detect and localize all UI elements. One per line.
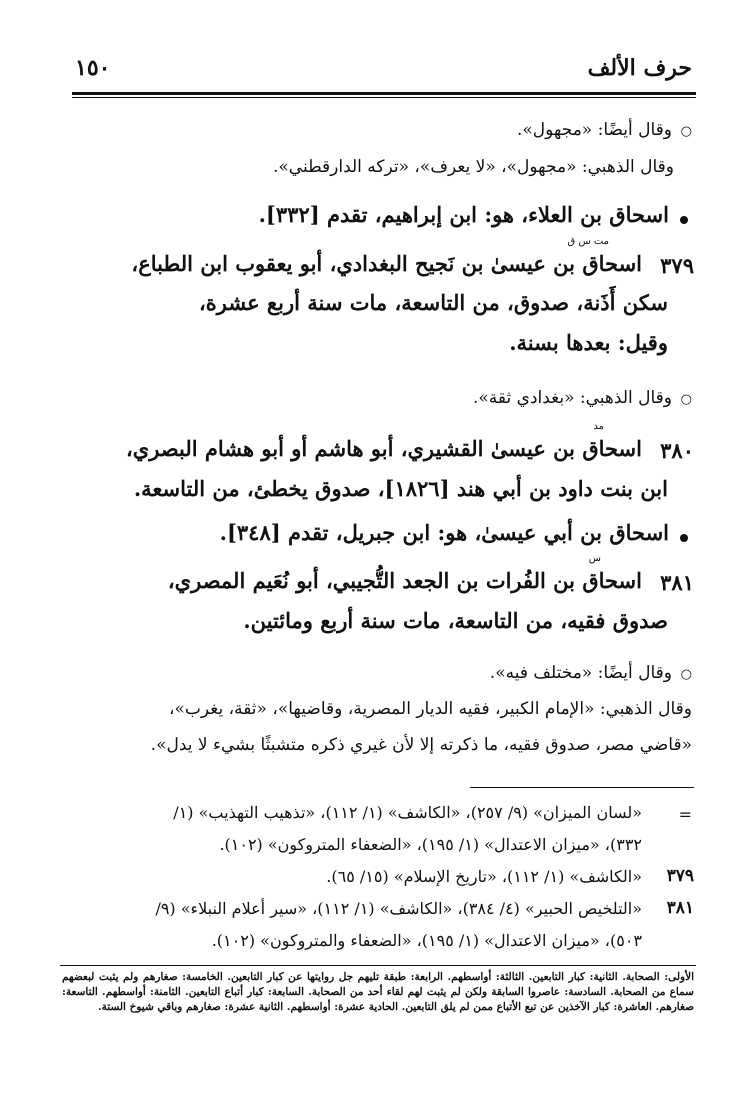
entry-number: ٣٨١ [660,570,694,595]
crossref-entry: اسحاق بن أبي عيسىٰ، هو: ابن جبريل، تقدم [٣٤٨]. [219,520,669,545]
entry-number: ٣٧٩ [660,253,694,278]
comment-line: وقال أيضًا: «مجهول». [516,120,672,140]
narrator-symbols: مت س ق [567,236,609,247]
comment-line: وقال الذهبي: «مجهول»، «لا يعرف»، «تركه الدارقطني». [272,157,674,177]
page-header [75,55,692,87]
footnote-rule [470,787,694,788]
chapter-title: حرف الألف [587,55,692,81]
comment-line: وقال أيضًا: «مختلف فيه». [489,663,672,683]
entry-number: ٣٨٠ [660,438,694,463]
footnote-line: «الكاشف» (١/ ١١٢)، «تاريخ الإسلام» (١٥/ ٦٥). [326,867,642,886]
entry-line: سكن أَذَنة، صدوق، من التاسعة، مات سنة أربع عشرة، [198,290,668,315]
narrator-symbols: س [588,553,601,564]
footnote-line: «لسان الميزان» (٩/ ٢٥٧)، «الكاشف» (١/ ١١٢)، «تذهيب التهذيب» (١/ [173,803,642,822]
circle-bullet-icon: ○ [680,667,692,682]
continuation-mark: = [678,805,692,824]
tabaqat-glossary: الأولى: الصحابة. الثانية: كبار التابعين. الثالثة: أواسطهم. الرابعة: طبقة تليهم جل روايتها عن كبار التابعين. الخامسة: صغارهم ولم يثبت لبعضهم سماع من الصحابة. السادسة: عاصروا السابقة ولكن لم يثبت لهم لقاء أحد من الصحابة. السابعة: كبار أتباع التابعين. الثامنة: أواسطهم. التاسعة: صغارهم. العاشرة: كبار الآخذين عن تبع الأتباع ممن لم يلق التابعين. الحادية عشرة: أواسطهم. الثانية عشرة: صغارهم وباقي شيوخ الستة. [62,971,694,1013]
crossref-entry: اسحاق بن العلاء، هو: ابن إبراهيم، تقدم [٣٣٢]. [258,202,669,227]
circle-bullet-icon: ○ [680,124,692,139]
circle-bullet-icon: ○ [680,392,692,407]
comment-line: «قاضي مصر، صدوق فقيه، ما ذكرته إلا لأن غيري ذكره متشبثًا بشيء لا يدل». [150,735,692,755]
entry-line: ابن بنت داود بن أبي هند [١٨٢٦]، صدوق يخطئ، من التاسعة. [133,476,668,501]
narrator-symbols: مد [593,421,604,432]
header-rule-thin [72,97,696,98]
entry-line: اسحاق بن عيسىٰ القشيري، أبو هاشم أو أبو هشام البصري، [125,436,642,461]
footnote-number: ٣٧٩ [666,866,694,886]
entry-line: اسحاق بن الفُرات بن الجعد التُّجيبي، أبو نُعَيم المصري، [167,568,642,593]
glossary-rule [60,965,696,966]
page-number: ١٥٠ [75,55,111,81]
entry-line: وقيل: بعدها بسنة. [509,330,668,355]
entry-line: صدوق فقيه، من التاسعة، مات سنة أربع ومائتين. [243,608,668,633]
footnote-line: «التلخيص الحبير» (٤/ ٣٨٤)، «الكاشف» (١/ ١١٢)، «سير أعلام النبلاء» (٩/ [155,899,642,918]
comment-line: وقال الذهبي: «بغدادي ثقة». [472,388,672,408]
footnote-line: ٥٠٣)، «ميزان الاعتدال» (١/ ١٩٥)، «الضعفاء والمتروكون» (١٠٢). [211,931,642,950]
filled-bullet-icon [680,534,688,542]
footnote-line: ٣٣٢)، «ميزان الاعتدال» (١/ ١٩٥)، «الضعفاء المتروكون» (١٠٢). [219,835,642,854]
footnote-number: ٣٨١ [666,898,694,918]
header-rule-thick [72,92,696,95]
entry-line: اسحاق بن عيسىٰ بن نَجيح البغدادي، أبو يعقوب ابن الطباع، [131,251,642,276]
comment-line: وقال الذهبي: «الإمام الكبير، فقيه الديار المصرية، وقاضيها»، «ثقة، يغرب»، [169,699,692,719]
filled-bullet-icon [680,216,688,224]
